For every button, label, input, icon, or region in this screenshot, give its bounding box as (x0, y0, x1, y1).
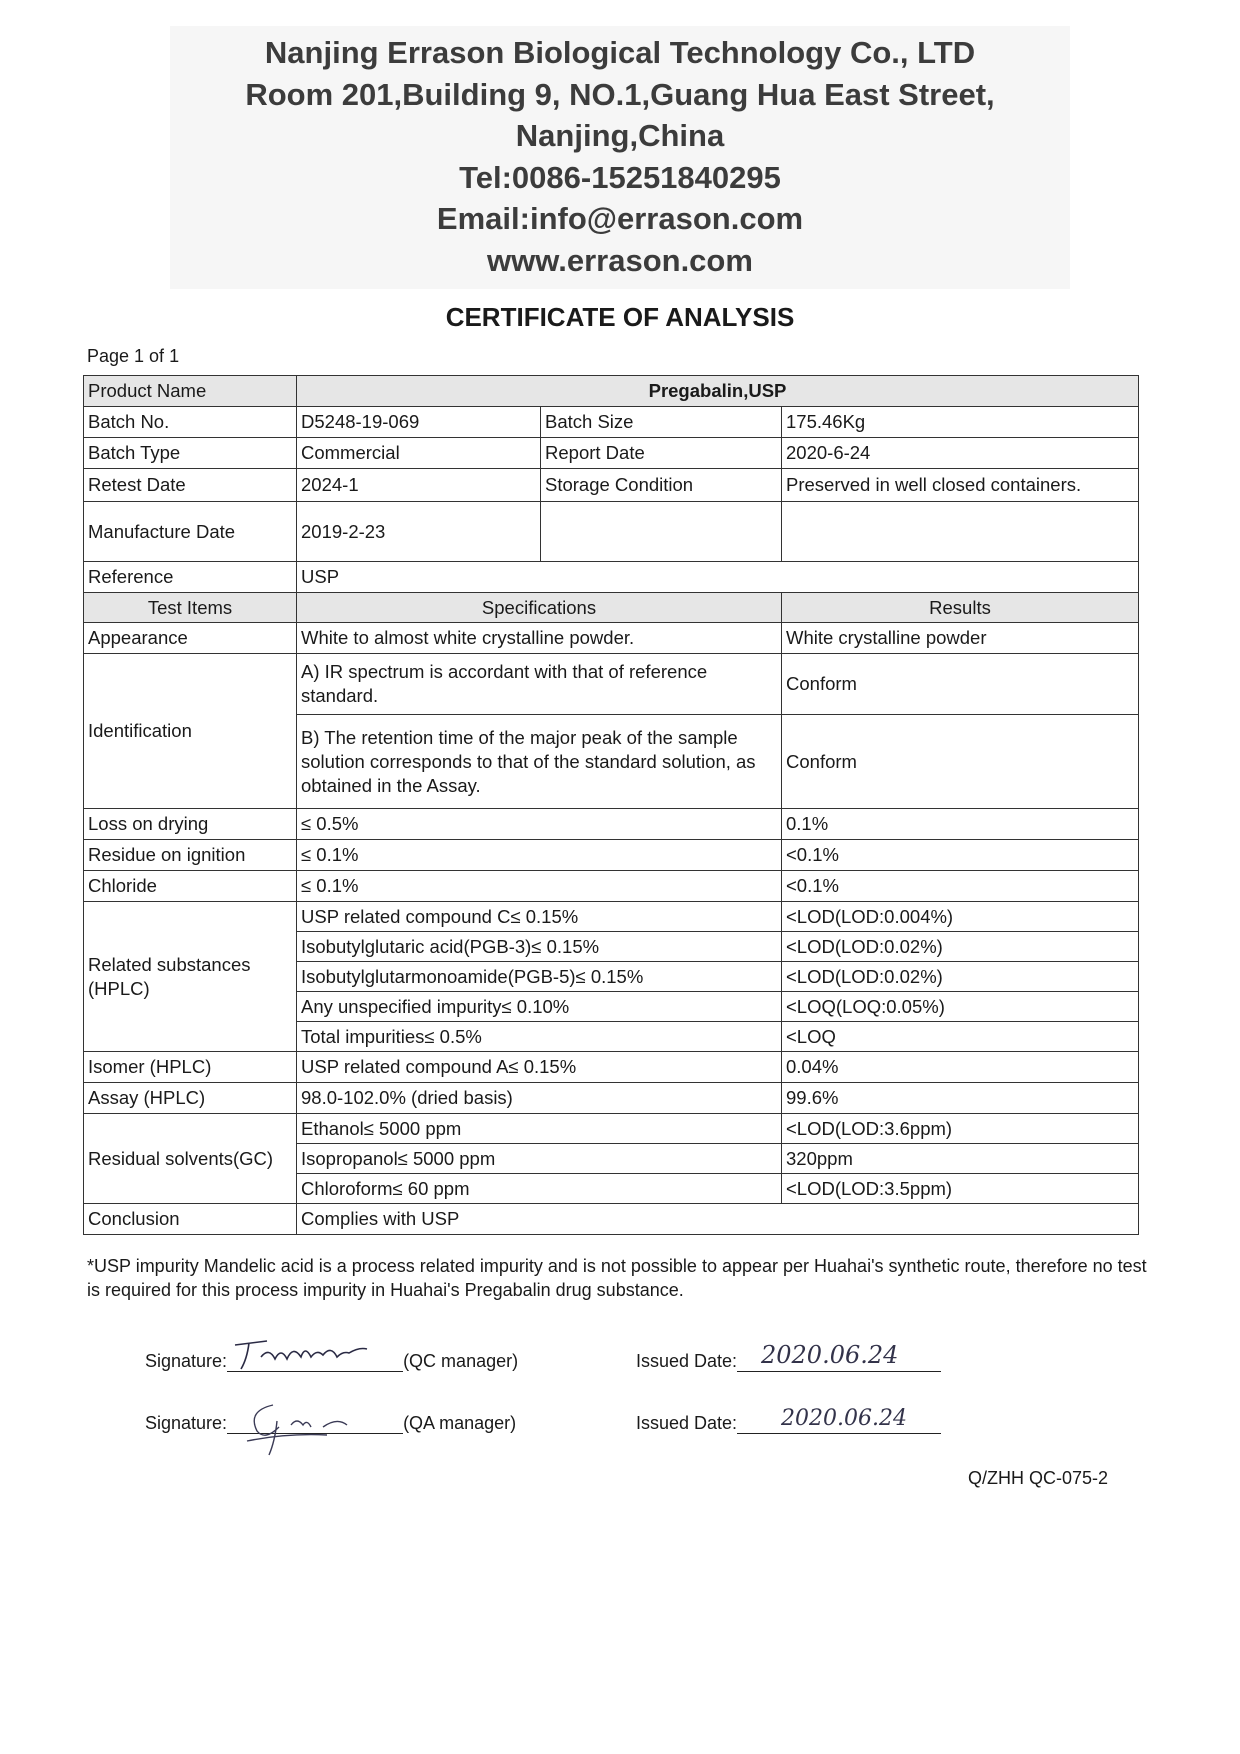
test-spec: Ethanol≤ 5000 ppm (297, 1114, 782, 1144)
issued-date-label: Issued Date: (636, 1351, 738, 1371)
table-row (84, 407, 1139, 438)
storage-condition-label: Storage Condition (541, 469, 782, 502)
company-name: Nanjing Errason Biological Technology Co., LTD (264, 35, 976, 70)
qa-role: (QA manager) (403, 1413, 517, 1433)
test-spec: Total impurities≤ 0.5% (297, 1022, 782, 1052)
table-row (84, 1114, 1139, 1144)
table-row (84, 1204, 1139, 1235)
test-spec: 98.0-102.0% (dried basis) (297, 1083, 782, 1114)
test-result: <LOD(LOD:3.5ppm) (782, 1174, 1139, 1204)
table-row (84, 502, 1139, 562)
coa-table (83, 375, 1139, 1235)
table-row (84, 840, 1139, 871)
signature-label: Signature: (145, 1351, 228, 1371)
document-number: Q/ZHH QC-075-2 (968, 1468, 1109, 1488)
test-spec: A) IR spectrum is accordant with that of reference standard. (297, 654, 782, 715)
retest-date-value: 2024-1 (297, 469, 541, 502)
company-website: www.errason.com (487, 242, 753, 278)
document-title: CERTIFICATE OF ANALYSIS (445, 302, 795, 332)
qc-role: (QC manager) (403, 1351, 519, 1371)
test-result: <LOQ (782, 1022, 1139, 1052)
test-spec: White to almost white crystalline powder. (297, 623, 782, 654)
batch-no-value: D5248-19-069 (297, 407, 541, 438)
footnote: *USP impurity Mandelic acid is a process related impurity and is not possible to appear per Huahai's synthetic route, therefore no test is required for this process impurity in Huahai's Pregabalin drug substance. (87, 1256, 1147, 1300)
test-item: Appearance (84, 623, 297, 654)
batch-size-label: Batch Size (541, 407, 782, 438)
qa-signature-block (145, 1407, 516, 1434)
test-result: 99.6% (782, 1083, 1139, 1114)
test-spec: Isobutylglutaric acid(PGB-3)≤ 0.15% (297, 932, 782, 962)
signature-label: Signature: (145, 1413, 228, 1433)
manufacture-date-label: Manufacture Date (84, 502, 297, 562)
empty-cell (541, 502, 782, 562)
svg-text:2020.06.24: 2020.06.24 (761, 1341, 899, 1369)
test-result: 0.1% (782, 809, 1139, 840)
letterhead (170, 26, 1070, 289)
test-spec: ≤ 0.1% (297, 871, 782, 902)
conclusion-label: Conclusion (84, 1204, 297, 1235)
table-row (84, 902, 1139, 932)
test-result: White crystalline powder (782, 623, 1139, 654)
report-date-label: Report Date (541, 438, 782, 469)
column-header-specifications: Specifications (297, 593, 782, 623)
reference-label: Reference (84, 562, 297, 593)
test-result: <LOD(LOD:0.004%) (782, 902, 1139, 932)
empty-cell (782, 502, 1139, 562)
table-row (84, 1083, 1139, 1114)
company-address-line-1: Room 201,Building 9, NO.1,Guang Hua East Street, (245, 76, 995, 112)
test-item: Residue on ignition (84, 840, 297, 871)
column-header-test-items: Test Items (84, 593, 297, 623)
test-spec: Isopropanol≤ 5000 ppm (297, 1144, 782, 1174)
qa-issued-block (636, 1407, 941, 1434)
test-spec: ≤ 0.1% (297, 840, 782, 871)
qc-signature (227, 1345, 403, 1372)
page-number: Page 1 of 1 (87, 346, 180, 366)
test-spec: Any unspecified impurity≤ 0.10% (297, 992, 782, 1022)
manufacture-date-value: 2019-2-23 (297, 502, 541, 562)
test-item: Loss on drying (84, 809, 297, 840)
table-row (84, 623, 1139, 654)
storage-condition-value: Preserved in well closed containers. (782, 469, 1139, 502)
qc-issued-block (636, 1341, 941, 1372)
table-row (84, 376, 1139, 407)
test-spec: B) The retention time of the major peak of the sample solution corresponds to that of the standard solution, as obtained in the Assay. (297, 715, 782, 809)
retest-date-label: Retest Date (84, 469, 297, 502)
handwritten-signature-icon (227, 1335, 403, 1375)
batch-no-label: Batch No. (84, 407, 297, 438)
test-spec: ≤ 0.5% (297, 809, 782, 840)
company-email: Email:info@errason.com (436, 201, 804, 236)
qa-signature (227, 1407, 403, 1434)
test-result: <LOQ(LOQ:0.05%) (782, 992, 1139, 1022)
test-spec: USP related compound A≤ 0.15% (297, 1052, 782, 1083)
batch-size-value: 175.46Kg (782, 407, 1139, 438)
table-row (84, 438, 1139, 469)
test-spec: Isobutylglutarmonoamide(PGB-5)≤ 0.15% (297, 962, 782, 992)
reference-value: USP (297, 562, 1139, 593)
test-result: 320ppm (782, 1144, 1139, 1174)
test-item: Chloride (84, 871, 297, 902)
table-row (84, 1052, 1139, 1083)
batch-type-label: Batch Type (84, 438, 297, 469)
table-row (84, 562, 1139, 593)
test-result: Conform (782, 654, 1139, 715)
handwritten-date-icon (737, 1335, 941, 1375)
test-item: Assay (HPLC) (84, 1083, 297, 1114)
test-result: <LOD(LOD:0.02%) (782, 932, 1139, 962)
conclusion-value: Complies with USP (297, 1204, 1139, 1235)
qa-issued-date (737, 1407, 941, 1434)
qc-issued-date (737, 1341, 941, 1372)
table-row (84, 654, 1139, 715)
test-result: <0.1% (782, 871, 1139, 902)
product-name-label: Product Name (84, 376, 297, 407)
table-row (84, 809, 1139, 840)
test-item: Related substances (HPLC) (84, 902, 297, 1052)
test-item: Residual solvents(GC) (84, 1114, 297, 1204)
report-date-value: 2020-6-24 (782, 438, 1139, 469)
company-tel: Tel:0086-15251840295 (459, 159, 781, 195)
column-header-results: Results (782, 593, 1139, 623)
table-row (84, 469, 1139, 502)
test-result: 0.04% (782, 1052, 1139, 1083)
test-item: Identification (84, 654, 297, 809)
handwritten-date-icon (737, 1397, 941, 1437)
test-item: Isomer (HPLC) (84, 1052, 297, 1083)
qc-signature-block (145, 1345, 518, 1372)
svg-text:2020.06.24: 2020.06.24 (781, 1406, 908, 1431)
product-name-value: Pregabalin,USP (297, 376, 1139, 407)
handwritten-signature-icon (227, 1397, 403, 1457)
table-row (84, 871, 1139, 902)
test-result: <LOD(LOD:3.6ppm) (782, 1114, 1139, 1144)
test-spec: USP related compound C≤ 0.15% (297, 902, 782, 932)
test-result: <0.1% (782, 840, 1139, 871)
test-result: <LOD(LOD:0.02%) (782, 962, 1139, 992)
table-header-row (84, 593, 1139, 623)
test-spec: Chloroform≤ 60 ppm (297, 1174, 782, 1204)
company-address-line-2: Nanjing,China (515, 118, 725, 153)
batch-type-value: Commercial (297, 438, 541, 469)
issued-date-label: Issued Date: (636, 1413, 738, 1433)
test-result: Conform (782, 715, 1139, 809)
